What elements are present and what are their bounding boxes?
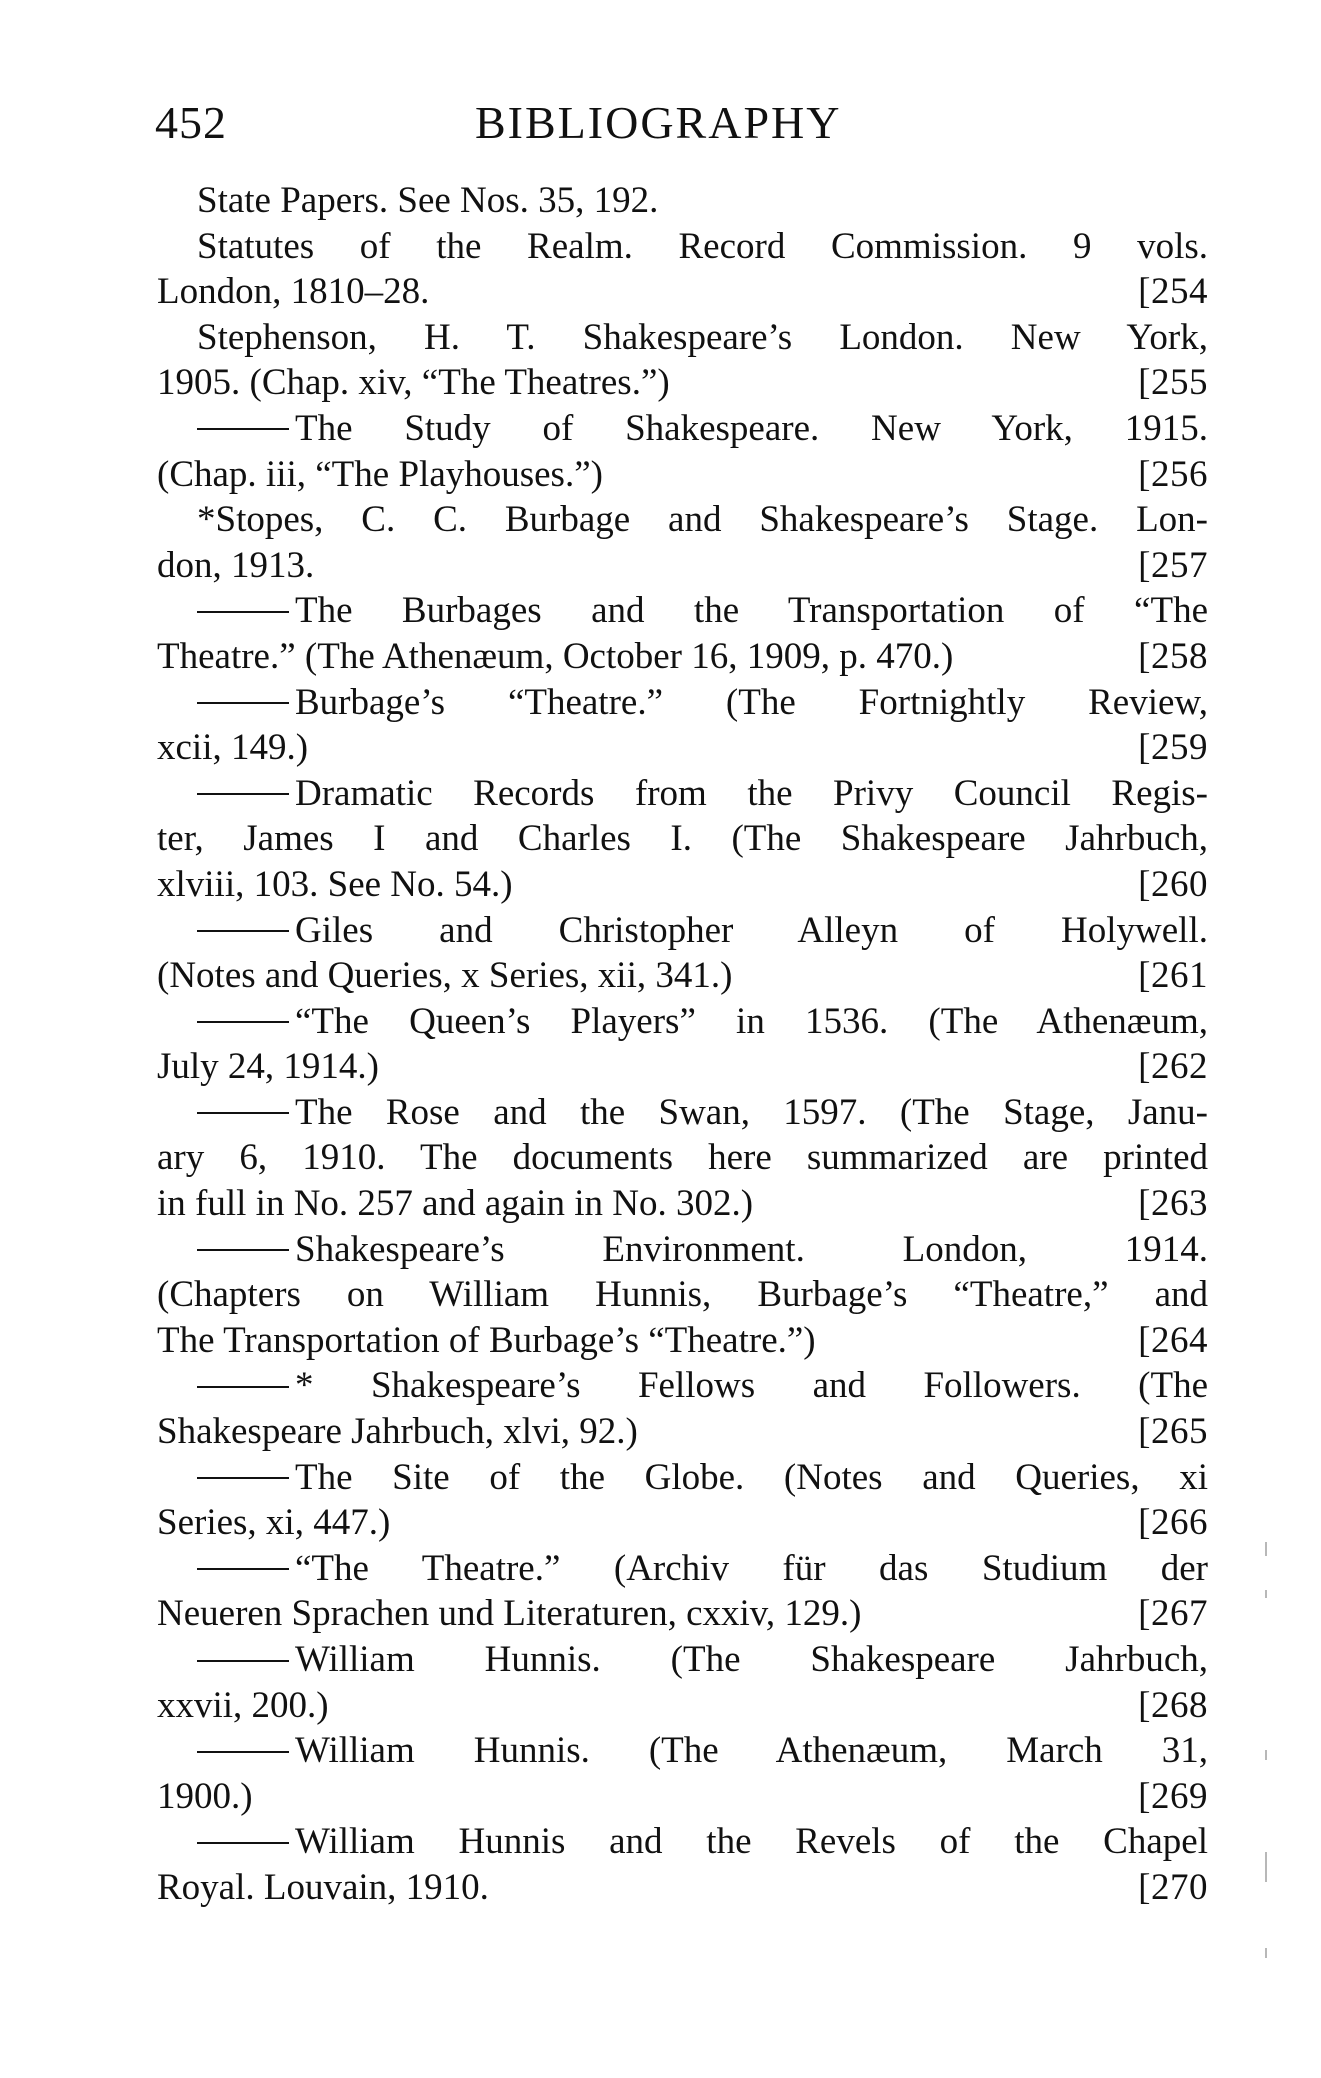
ditto-dash <box>197 1386 289 1388</box>
entry-line: * Shakespeare’s Fellows and Followers. (The <box>157 1363 1208 1409</box>
entry-line: 1905. (Chap. xiv, “The Theatres.”) [255 <box>157 360 1208 406</box>
page-number: 452 <box>155 97 227 148</box>
entry-line: xcii, 149.) [259 <box>157 725 1208 771</box>
entry-line: Shakespeare Jahrbuch, xlvi, 92.) [265 <box>157 1409 1208 1455</box>
entry-line: Theatre.” (The Athenæum, October 16, 1909, p. 470.) [258 <box>157 634 1208 680</box>
ditto-dash <box>197 428 289 430</box>
ditto-dash <box>197 1751 289 1753</box>
entry-line: (Notes and Queries, x Series, xii, 341.) [261 <box>157 953 1208 999</box>
entry-number: [263 <box>1138 1183 1208 1225</box>
entry-number: [255 <box>1138 362 1208 404</box>
scan-margin-mark <box>1265 1852 1267 1882</box>
scan-margin-mark <box>1265 1948 1267 1958</box>
entry-line: ary 6, 1910. The documents here summarized are printed <box>157 1137 1208 1179</box>
entry-line: July 24, 1914.) [262 <box>157 1044 1208 1090</box>
ditto-dash <box>197 793 289 795</box>
entry-line: Burbage’s “Theatre.” (The Fortnightly Review, <box>157 680 1208 726</box>
scan-margin-mark <box>1265 1542 1267 1556</box>
entry-line: “The Queen’s Players” in 1536. (The Athenæum, <box>157 999 1208 1045</box>
entry-line: The Rose and the Swan, 1597. (The Stage, Janu- <box>157 1090 1208 1136</box>
ditto-dash <box>197 1021 289 1023</box>
scan-margin-mark <box>1265 1590 1267 1598</box>
entry-number: [258 <box>1138 635 1208 677</box>
ditto-dash <box>197 1842 289 1844</box>
entry-line: (Chapters on William Hunnis, Burbage’s “Theatre,” and <box>157 1274 1208 1316</box>
entry-line: xxvii, 200.) [268 <box>157 1683 1208 1729</box>
entry-line: State Papers. See Nos. 35, 192. <box>197 180 659 221</box>
bibliography-body <box>157 178 1208 1911</box>
entry-line: William Hunnis. (The Athenæum, March 31, <box>157 1728 1208 1774</box>
running-head: BIBLIOGRAPHY <box>475 97 842 148</box>
entry-line: don, 1913. [257 <box>157 543 1208 589</box>
ditto-dash <box>197 611 289 613</box>
entry-line: The Site of the Globe. (Notes and Queries, xi <box>157 1455 1208 1501</box>
entry-number: [270 <box>1138 1866 1208 1908</box>
entry-line: Neueren Sprachen und Literaturen, cxxiv, 129.) [267 <box>157 1591 1208 1637</box>
entry-line: xlviii, 103. See No. 54.) [260 <box>157 862 1208 908</box>
ditto-dash <box>197 1660 289 1662</box>
entry-line: “The Theatre.” (Archiv für das Studium der <box>157 1546 1208 1592</box>
entry-number: [264 <box>1138 1319 1208 1361</box>
entry-number: [259 <box>1138 727 1208 769</box>
entry-line: The Study of Shakespeare. New York, 1915. <box>157 406 1208 452</box>
entry-line: Royal. Louvain, 1910. [270 <box>157 1865 1208 1911</box>
entry-number: [266 <box>1138 1502 1208 1544</box>
entry-line: The Burbages and the Transportation of “The <box>157 588 1208 634</box>
ditto-dash <box>197 1568 289 1570</box>
entry-number: [269 <box>1138 1775 1208 1817</box>
entry-line: William Hunnis. (The Shakespeare Jahrbuch, <box>157 1637 1208 1683</box>
entry-line: Giles and Christopher Alleyn of Holywell. <box>157 908 1208 954</box>
entry-number: [257 <box>1138 544 1208 586</box>
ditto-dash <box>197 930 289 932</box>
entry-line: 1900.) [269 <box>157 1774 1208 1820</box>
scan-margin-mark <box>1265 1750 1267 1760</box>
entry-line: Dramatic Records from the Privy Council Regis- <box>157 771 1208 817</box>
entry-number: [265 <box>1138 1411 1208 1453</box>
entry-line: ter, James I and Charles I. (The Shakespeare Jahrbuch, <box>157 818 1208 860</box>
ditto-dash <box>197 1249 289 1251</box>
entry-line: Statutes of the Realm. Record Commission. 9 vols. <box>197 225 1208 267</box>
ditto-dash <box>197 1477 289 1479</box>
entry-number: [262 <box>1138 1046 1208 1088</box>
entry-line: The Transportation of Burbage’s “Theatre.”) [264 <box>157 1318 1208 1364</box>
entry-number: [267 <box>1138 1593 1208 1635</box>
entry-line: William Hunnis and the Revels of the Chapel <box>157 1819 1208 1865</box>
entry-number: [254 <box>1138 271 1208 313</box>
page-header <box>155 88 1210 158</box>
entry-number: [260 <box>1138 863 1208 905</box>
entry-number: [256 <box>1138 453 1208 495</box>
entry-number: [261 <box>1138 955 1208 997</box>
entry-line: in full in No. 257 and again in No. 302.) [263 <box>157 1181 1208 1227</box>
entry-line: Series, xi, 447.) [266 <box>157 1500 1208 1546</box>
entry-line: Shakespeare’s Environment. London, 1914. <box>157 1227 1208 1273</box>
entry-line: *Stopes, C. C. Burbage and Shakespeare’s Stage. Lon- <box>197 499 1208 541</box>
entry-line: London, 1810–28. [254 <box>157 269 1208 315</box>
entry-number: [268 <box>1138 1684 1208 1726</box>
entry-line: Stephenson, H. T. Shakespeare’s London. New York, <box>197 316 1208 358</box>
ditto-dash <box>197 702 289 704</box>
entry-line: (Chap. iii, “The Playhouses.”) [256 <box>157 452 1208 498</box>
ditto-dash <box>197 1112 289 1114</box>
